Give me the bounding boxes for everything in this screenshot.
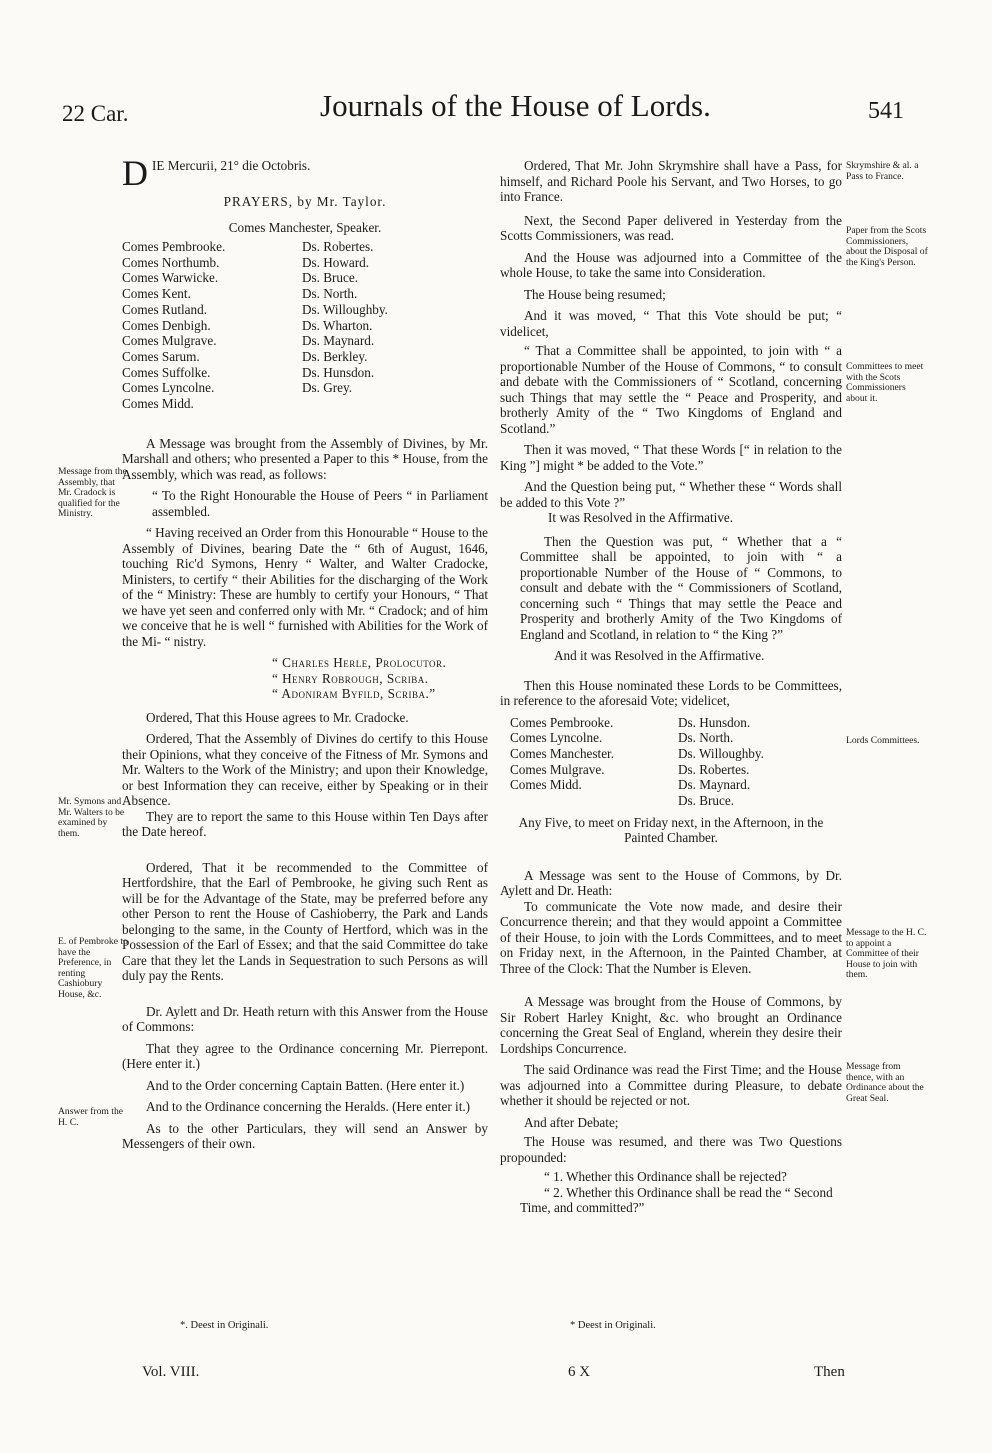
- volume-number: Vol. VIII.: [142, 1364, 200, 1380]
- signature-byfild: “ Adoniram Byfild, Scriba.”: [272, 686, 436, 702]
- message-great-seal: A Message was brought from the House of Commons, by Sir Robert Harley Knight, &c. who brought an Ordinance concerning the Great Seal of England, wherein they desire their Lordships Concurrence.: [500, 994, 842, 1056]
- any-five: Any Five, to meet on Friday next, in the Afternoon, in the Painted Chamber.: [518, 814, 824, 846]
- left-footnote: *. Deest in Originali.: [180, 1320, 269, 1331]
- left-column: [122, 153, 488, 1152]
- attendance-name: Ds. Wharton.: [302, 317, 373, 333]
- attendance-list: [122, 239, 488, 412]
- attendance-name: Comes Sarum.: [122, 348, 200, 364]
- date-line: [122, 153, 488, 193]
- attendance-name: Comes Northumb.: [122, 254, 220, 270]
- attendance-ds: [302, 239, 482, 412]
- committee-comes: [510, 715, 678, 809]
- answer-pierrepont: That they agree to the Ordinance concerning Mr. Pierrepont. (Here enter it.): [122, 1040, 488, 1072]
- drop-cap: D: [122, 153, 148, 193]
- running-head-left: 22 Car.: [62, 101, 129, 126]
- order-cashioberry: Ordered, That it be recommended to the Committee of Hertfordshire, that the Earl of Pembrooke, he giving such Rent as will be for the Advantage of the State, may be preferred before any other Person to rent the House of Cashioberry, the Park and Lands belonging to the same, in the County of Hertford, which was in the Possession of the Earl of Essex; and that the said Committee do take Care that they let the Lands in Sequestration to such Persons as will duly pay the Rents.: [122, 859, 488, 984]
- second-paper-read: Next, the Second Paper delivered in Yesterday from the Scotts Commissioners, was read.: [500, 212, 842, 243]
- margin-note-message-hc: Message to the H. C. to appoint a Committee of their House to join with them.: [846, 927, 927, 980]
- question-committee: Then the Question was put, “ Whether that a “ Committee shall be appointed, to join with “ a proportionable Number of the House of “ Commons, to consult and debate with the “ Commissioners of Scotland, concerning such “ Things that may settle the Peace and Prosperity and brotherly Amity of the Two Kingdoms of England and Scotland, in relation to “ the King ?”: [520, 533, 842, 642]
- attendance-name: Ds. North.: [302, 286, 358, 302]
- attendance-name: Comes Lyncolne.: [122, 380, 215, 396]
- committee-name: Ds. Maynard.: [678, 777, 751, 793]
- committee-ds: [678, 715, 848, 809]
- attendance-name: Ds. Berkley.: [302, 348, 368, 364]
- resolved-affirmative-2: And it was Resolved in the Affirmative.: [554, 648, 765, 663]
- attendance-name: Comes Kent.: [122, 286, 191, 302]
- committee-name: Comes Pembrooke.: [510, 714, 614, 730]
- question-two: “ 2. Whether this Ordinance shall be read the “ Second Time, and committed?”: [520, 1184, 833, 1216]
- margin-note-committees: Committees to meet with the Scots Commissioners about it.: [846, 361, 924, 404]
- attendance-name: Ds. Bruce.: [302, 270, 359, 286]
- attendance-name: Comes Warwicke.: [122, 270, 219, 286]
- answer-other-particulars: As to the other Particulars, they will send an Answer by Messengers of their own.: [122, 1120, 488, 1152]
- attendance-name: Comes Denbigh.: [122, 317, 211, 333]
- communicate-vote: To communicate the Vote now made, and desire their Concurrence therein; and that they would appoint a Committee of their House, to join with the Lords Committees, and to meet on Friday next, in the Afternoon, in the Painted Chamber, at Three of the Clock: That the Number is Eleven.: [500, 898, 842, 976]
- motion-vote: And it was moved, “ That this Vote should be put; “ videlicet,: [500, 308, 842, 339]
- attendance-name: Comes Midd.: [122, 396, 194, 412]
- report-deadline: They are to report the same to this House within Ten Days after the Date hereof.: [122, 808, 488, 840]
- message-sent-commons: A Message was sent to the House of Commons, by Dr. Aylett and Dr. Heath:: [500, 867, 842, 899]
- signature-herle: “ Charles Herle, Prolocutor.: [272, 655, 447, 671]
- signature-mark: 6 X: [568, 1364, 591, 1380]
- attendance-name: Ds. Maynard.: [302, 333, 375, 349]
- committee-name: Ds. Bruce.: [678, 793, 735, 809]
- running-head-title: Journals of the House of Lords.: [320, 88, 711, 123]
- attendance-name: Ds. Grey.: [302, 380, 353, 396]
- after-debate: And after Debate;: [524, 1114, 619, 1130]
- order-skrymshire: Ordered, That Mr. John Skrymshire shall have a Pass, for himself, and Richard Poole his Servant, and Two Horses, to go into France.: [500, 158, 842, 204]
- attendance-name: Comes Suffolke.: [122, 364, 211, 380]
- committee-name: Ds. Willoughby.: [678, 745, 764, 761]
- page-number: 541: [868, 98, 904, 124]
- assembly-message: A Message was brought from the Assembly of Divines, by Mr. Marshall and others; who presented a Paper to this * House, from the Assembly, which was read, as follows:: [122, 435, 488, 482]
- right-column: [500, 158, 842, 1216]
- lords-nominated: Then this House nominated these Lords to be Committees, in reference to the aforesaid Vote; videlicet,: [500, 677, 842, 708]
- committee-name: Comes Lyncolne.: [510, 730, 603, 746]
- answer-heralds: And to the Ordinance concerning the Heralds. (Here enter it.): [146, 1099, 471, 1115]
- committee-name: Ds. Robertes.: [678, 761, 750, 777]
- assembly-letter: “ Having received an Order from this Honourable “ House to the Assembly of Divines, bearing Date the “ 6th of August, 1646, touching Ric'd Symons, Henry “ Walter, and Walter Cradocke, Ministers, to certify “ their Abilities for the discharging of the Work of the “ Ministry: These are humbly to certify your Honours, “ That we have yet seen and conferred only with Mr. “ Cradock; and of him we conceive that he is well “ furnished with Abilities for the Work of the Mi- “ nistry.: [122, 525, 488, 649]
- margin-note-assembly-message: Message from the Assembly, that Mr. Cradock is qualified for the Ministry.: [58, 466, 127, 519]
- answer-batten: And to the Order concerning Captain Batten. (Here enter it.): [146, 1077, 465, 1093]
- committee-name: Comes Manchester.: [510, 745, 615, 761]
- attendance-name: Comes Rutland.: [122, 301, 207, 317]
- margin-note-answer: Answer from the H. C.: [58, 1106, 124, 1128]
- right-footnote: * Deest in Originali.: [570, 1320, 656, 1331]
- date-text: IE Mercurii, 21° die Octobris.: [152, 158, 311, 173]
- attendance-name: Ds. Robertes.: [302, 239, 374, 254]
- margin-note-pembroke: E. of Pembroke to have the Preference, in renting Cashiobury House, &c.: [58, 936, 128, 1000]
- house-resumed: The House being resumed;: [524, 286, 666, 302]
- committee-name: Ds. Hunsdon.: [678, 714, 751, 730]
- margin-note-skrymshire: Skrymshire & al. a Pass to France.: [846, 160, 919, 182]
- margin-note-great-seal: Message from thence, with an Ordinance about the Great Seal.: [846, 1061, 924, 1104]
- attendance-name: Ds. Howard.: [302, 254, 370, 270]
- committee-name: Ds. North.: [678, 730, 734, 746]
- committee-list: [500, 715, 842, 809]
- attendance-name: Ds. Willoughby.: [302, 301, 388, 317]
- attendance-name: Comes Mulgrave.: [122, 333, 217, 349]
- attendance-name: Comes Pembrooke.: [122, 239, 226, 254]
- margin-note-scots-paper: Paper from the Scots Commissioners, about the Disposal of the King's Person.: [846, 225, 928, 268]
- resolved-affirmative-1: It was Resolved in the Affirmative.: [548, 510, 734, 525]
- adjourned-committee: And the House was adjourned into a Committee of the whole House, to take the same into Consideration.: [500, 249, 842, 280]
- motion-words: Then it was moved, “ That these Words [“ in relation to the King ”] might * be added to the Vote.”: [500, 442, 842, 473]
- attendance-comes: [122, 239, 302, 412]
- margin-note-symons-walters: Mr. Symons and Mr. Walters to be examined by them.: [58, 796, 125, 839]
- prayers-line: PRAYERS, by Mr. Taylor.: [223, 194, 387, 209]
- margin-note-lords-committees: Lords Committees.: [846, 735, 920, 746]
- order-assembly-certify: Ordered, That the Assembly of Divines do certify to this House their Opinions, what they conceive of the Fitness of Mr. Symons and Mr. Walters to the Work of the Ministry; and upon their Knowledge, or best Information they can receive, either by Speaking or in their Absence.: [122, 731, 488, 809]
- question-words: And the Question being put, “ Whether these “ Words shall be added to this Vote ?”: [500, 479, 842, 510]
- answer-from-commons: Dr. Aylett and Dr. Heath return with this Answer from the House of Commons:: [122, 1003, 488, 1035]
- two-questions: The House was resumed, and there was Two Questions propounded:: [500, 1134, 842, 1165]
- committee-name: Comes Midd.: [510, 777, 582, 793]
- ordinance-first-reading: The said Ordinance was read the First Time; and the House was adjourned into a Committee during Pleasure, to debate whether it should be rejected or not.: [500, 1062, 842, 1109]
- question-one: “ 1. Whether this Ordinance shall be rejected?: [544, 1169, 787, 1185]
- order-cradocke: Ordered, That this House agrees to Mr. Cradocke.: [146, 709, 409, 725]
- speaker-line: Comes Manchester, Speaker.: [228, 219, 382, 235]
- catchword: Then: [814, 1364, 845, 1380]
- vote-text: “ That a Committee shall be appointed, to join with “ a proportionable Number of the House of Commons, “ to consult and debate with the Commissioners of “ Scotland, concerning such Things that may settle the “ Peace and Prosperity, and brotherly Amity of the “ Two Kingdoms of England and Scotland.”: [500, 343, 842, 436]
- address-line: “ To the Right Honourable the House of Peers “ in Parliament assembled.: [152, 488, 488, 519]
- attendance-name: Ds. Hunsdon.: [302, 364, 375, 380]
- signature-robrough: “ Henry Robrough, Scriba.: [272, 670, 429, 686]
- committee-name: Comes Mulgrave.: [510, 761, 605, 777]
